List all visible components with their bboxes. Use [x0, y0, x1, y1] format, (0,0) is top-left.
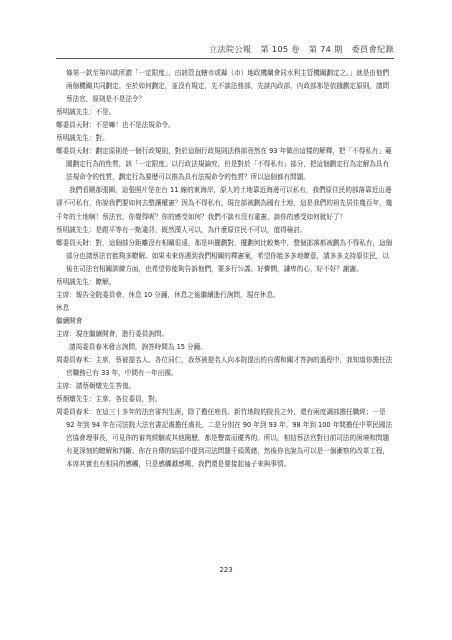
page-header — [200, 44, 394, 55]
transcript-paragraph: 請周委員春米發言詢問，詢答時間為 15 分鐘。 — [69, 342, 207, 351]
transcript-paragraph: 主席：報告全院委員會，休息 10 分鐘，休息之後繼續進行詢問，現在休息。 — [56, 290, 280, 299]
transcript-paragraph: 蔡明誠先生：不是。 — [56, 108, 116, 117]
transcript-paragraph: 繼續開會 — [56, 316, 83, 325]
transcript-paragraph: 鄭委員天財：劃定原則是一個行政規則，對於這個行政規則法務部竟然在 93 年做出這樣的解釋，把「不得私有」範圍劃定行為的性質，該「一定限度」以行政法規論究，但是對於「不得私有」部分，把這個劃定行為定解為具有法規命令的性質，劃定行為要歷可以推為具有法規命令的性質？所以這個都有問題。 — [56, 147, 392, 182]
transcript-paragraph: 鄭委員天財：對，這個部分距離沒有相關很遠，那是叫擺劃對，擺劃何比較集中，整個部落都被劃為不得私有，這個部分也請蔡法官能夠多瞭解。如果未來你遇到我們相關的釋憲案，希望你能多多地瞭意，請多多支持原住民，以後在司法官相關訓練方面，也希望你能夠告訴他們，要多行公義、好憐憫，謙卑的心，好不好？謝謝。 — [56, 238, 393, 273]
header-volume: 第 105 卷 — [260, 44, 300, 54]
transcript-paragraph: 周委員春米：主席，蔡被提名人、各位同仁，我蔡被提名人向本院提出的自傳和關才答詢的過程中，我知道你擔任法官職務已有 33 年，中間有一年出國。 — [56, 356, 393, 378]
transcript-paragraph: 蔡明誠先生：瞭解。 — [56, 277, 116, 286]
transcript-paragraph: 蔡明誠先生：是跟平等有一點違背，既然漢人可以，為什麼原住民不可以，值得檢討。 — [56, 225, 307, 234]
header-rule — [56, 58, 394, 59]
transcript-paragraph: 休息 — [56, 303, 70, 312]
page-number: 223 — [219, 566, 233, 574]
transcript-paragraph: 主席：請蔡炯燉先生答復。 — [56, 382, 136, 391]
transcript-paragraph: 蔡明誠先生：對。 — [56, 134, 109, 143]
header-publication: 立法院公報 — [208, 44, 252, 54]
header-section: 委員會紀錄 — [351, 44, 394, 54]
transcript-body — [56, 67, 394, 471]
header-issue: 第 74 期 — [308, 44, 343, 54]
transcript-paragraph: 主席：現在繼續開會，進行委員詢問。 — [56, 329, 169, 338]
transcript-paragraph: 周委員春米：在這三十多年的法官審判生涯，除了擔任庭長、新竹地院的院長之外，還有兩度調部擔任職經；一是 92 年到 94 年在司法院大法官書記處擔任處長，二是分別在 90 年到 93 年、98 年到 100 年間擔任中華民國法官協會理事長，可見你的審判經驗或其他閱歷，都是豐富而優秀的。所以，相信蔡法官對目前司法的困境和問題有更深刻的瞭解和判斷。你在自傳的結語中提到司法問題千頭萬緒，然後你也說為可以是一個漸察的改革工程，本席其實也有相同的感觸，只是感觸越感嘆，我們還是要接起袖子來與事情。 — [56, 408, 393, 469]
transcript-paragraph: 條第一款至第四款所謂「一定限度」，由該管直轄市或縣（市）地政機關會同水利主管機關劃定之。」就是由他們兩個機關共同劃定，至於如何劃定，並沒有規定，先不談法務部，先談內政部，內政部那是依據劃定原則，請問蔡法官，原則是不是法令？ — [66, 69, 390, 104]
transcript-paragraph: 鄭委員天財：不是嘛！也不是法規命令。 — [56, 121, 175, 130]
transcript-paragraph: 蔡炯燉先生：主席、各位委員，對。 — [56, 395, 162, 404]
transcript-paragraph: 我們看剛那張圖，這張照片是在台 11 線的東海岸，原人的土地靠近海邊可以私有，我們原住民的部落靠近山邊卻不可私有，你說我們要如何去整讓權憲？因為不得私有，現在部被劃為國有土地，這是我們的祖先居住幾百年，幾千年的土地啊！蔡法官，你覺得呢？你的感受如何？我們不談有沒有違憲，談你的感受如何就好了！ — [56, 186, 393, 221]
